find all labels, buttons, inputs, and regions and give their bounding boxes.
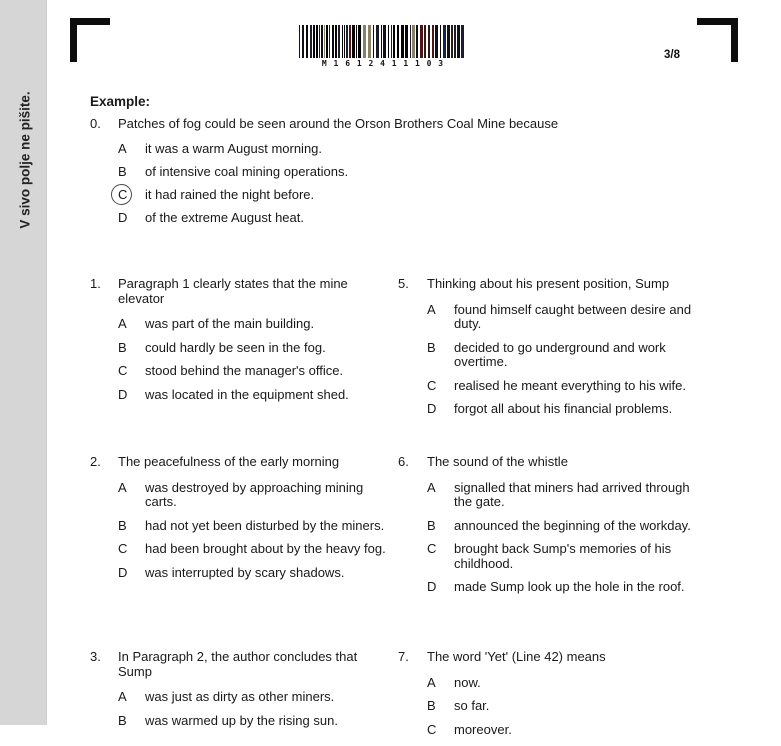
option-b [427,519,708,534]
option-text: it was a warm August morning. [145,140,323,156]
option-letter: C [118,363,128,378]
option-letter: D [427,579,437,594]
option-text: was destroyed by approaching mining carts. [145,479,364,509]
option-letter: D [118,386,128,402]
example-section [90,95,781,225]
question-stem: Thinking about his present position, Sump [427,276,670,291]
option-d [427,580,708,595]
option-text: it had rained the night before. [145,186,315,202]
option-text: of the extreme August heat. [145,209,304,225]
option-letter: D [427,401,437,416]
question-number: 5. [398,276,409,291]
option-text: forgot all about his financial problems. [454,401,673,416]
question-7 [398,650,708,746]
page-content [47,0,781,737]
example-heading: Example: [90,94,151,109]
option-letter: A [427,301,436,317]
option-d [427,402,708,417]
option-text: was just as dirty as other miners. [145,689,335,704]
option-letter: B [118,517,127,533]
question-stem: The peacefulness of the early morning [118,454,340,469]
question-stem: The word 'Yet' (Line 42) means [427,649,606,664]
option-a [427,303,708,332]
option-b [118,714,390,729]
option-letter: C [427,721,437,737]
options-list [118,481,390,581]
option-text: made Sump look up the hole in the roof. [454,579,685,594]
option-d [118,211,781,226]
question-number: 0. [90,116,101,131]
option-text: realised he meant everything to his wife. [454,377,686,393]
options-list [427,676,708,738]
option-letter: C [427,541,437,556]
answer-circle-mark [111,184,132,205]
option-letter: A [118,140,127,156]
option-b [118,165,781,180]
option-letter: B [427,339,436,355]
question-number: 3. [90,649,101,664]
options-list [427,303,708,417]
option-letter: B [427,517,436,533]
option-letter: D [118,209,128,225]
option-text: had been brought about by the heavy fog. [145,541,386,556]
option-letter: C [118,541,128,556]
question-number: 7. [398,649,409,664]
option-d [118,388,390,403]
option-b [427,699,708,714]
option-text: found himself caught between desire and duty. [454,301,692,331]
option-text: had not yet been disturbed by the miners. [145,517,385,533]
question-stem: In Paragraph 2, the author concludes that Sump [118,649,358,679]
page-number: 3/8 [664,49,680,61]
question-number: 2. [90,454,101,469]
question-2 [90,455,390,650]
option-a [427,481,708,510]
margin-instruction-text: V sivo polje ne pišite. [17,91,33,229]
option-a [118,481,390,510]
option-text: was located in the equipment shed. [145,386,349,402]
option-c [118,364,390,379]
option-letter: B [118,163,127,179]
option-text: was warmed up by the rising sun. [145,712,338,728]
option-letter: B [427,698,436,713]
option-a [118,317,390,332]
option-letter: C [427,377,437,393]
options-list [427,481,708,595]
option-b [427,341,708,370]
option-letter: A [427,674,436,690]
barcode-number: M 1 6 1 2 4 1 1 1 0 3 [321,59,445,68]
option-letter: C [118,188,145,203]
option-a [118,142,781,157]
question-3 [90,650,390,746]
option-text: so far. [454,698,490,713]
question-5 [398,277,708,455]
option-c [118,542,390,557]
option-text: stood behind the manager's office. [145,363,344,378]
option-c [427,542,708,571]
example-question [90,117,781,225]
option-letter: A [118,316,127,331]
option-text: was part of the main building. [145,316,315,331]
option-a [118,690,390,705]
question-stem: Patches of fog could be seen around the Orson Brothers Coal Mine because [118,116,559,131]
options-list [118,317,390,402]
options-list [118,142,781,226]
option-a [427,676,708,691]
option-d [118,566,390,581]
option-letter: B [118,339,127,355]
option-b [118,341,390,356]
option-letter: B [118,712,127,728]
question-number: 6. [398,454,409,469]
option-text: of intensive coal mining operations. [145,163,349,179]
option-text: brought back Sump's memories of his childhood. [454,541,672,571]
option-b [118,519,390,534]
question-stem: The sound of the whistle [427,454,568,469]
option-text: could hardly be seen in the fog. [145,339,326,355]
option-text: decided to go underground and work overtime. [454,339,666,369]
option-text: was interrupted by scary shadows. [145,564,345,580]
gray-margin-strip [0,0,47,725]
option-text: signalled that miners had arrived through the gate. [454,479,690,509]
option-text: moreover. [454,721,512,737]
questions-grid [90,277,781,746]
option-text: now. [454,674,481,690]
option-c-circled [118,188,781,203]
question-6 [398,455,708,650]
option-letter: A [118,689,127,704]
options-list [118,690,390,728]
question-1 [90,277,390,455]
option-letter: A [427,479,436,495]
question-stem: Paragraph 1 clearly states that the mine elevator [118,276,348,306]
option-letter: D [118,564,128,580]
option-text: announced the beginning of the workday. [454,517,691,533]
option-c [427,379,708,394]
option-letter: A [118,479,127,495]
question-number: 1. [90,276,101,291]
option-c-clipped [427,723,708,738]
